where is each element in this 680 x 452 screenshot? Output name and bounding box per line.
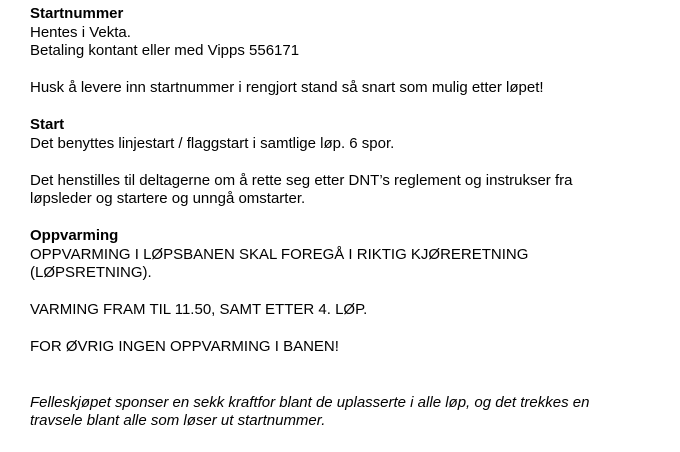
start-rules-line1: Det henstilles til deltagerne om å rette seg etter DNT’s reglement og instrukser fra bbox=[30, 171, 573, 189]
start-rules-line2: løpsleder og startere og unngå omstarter. bbox=[30, 190, 306, 207]
document-body bbox=[30, 5, 660, 431]
spacer bbox=[30, 153, 660, 172]
oppvarming-direction-line2: (LØPSRETNING). bbox=[30, 264, 152, 281]
startnummer-reminder: Husk å levere inn startnummer i rengjort stand så snart som mulig etter løpet! bbox=[30, 79, 544, 96]
section-start bbox=[30, 116, 660, 209]
spacer bbox=[30, 283, 660, 302]
heading-startnummer: Startnummer bbox=[30, 5, 124, 22]
spacer bbox=[30, 320, 660, 339]
spacer bbox=[30, 98, 660, 117]
heading-start: Start bbox=[30, 116, 65, 133]
heading-oppvarming: Oppvarming bbox=[30, 227, 119, 244]
startnummer-line-payment: Betaling kontant eller med Vipps 556171 bbox=[30, 42, 300, 59]
spacer bbox=[30, 357, 660, 394]
spacer bbox=[30, 209, 660, 228]
sponsor-line1: Felleskjøpet sponser en sekk kraftfor blant de uplasserte i alle løp, og det trekkes en bbox=[30, 393, 590, 411]
section-startnummer bbox=[30, 5, 660, 98]
spacer bbox=[30, 61, 660, 80]
startnummer-line-pickup: Hentes i Vekta. bbox=[30, 23, 131, 41]
section-oppvarming bbox=[30, 227, 660, 357]
sponsor-line2: travsele blant alle som løser ut startnummer. bbox=[30, 412, 326, 429]
oppvarming-direction-line1: OPPVARMING I LØPSBANEN SKAL FOREGÅ I RIKTIG KJØRERETNING bbox=[30, 245, 529, 263]
start-line-method: Det benyttes linjestart / flaggstart i samtlige løp. 6 spor. bbox=[30, 134, 395, 152]
section-sponsor bbox=[30, 394, 660, 431]
oppvarming-restriction: FOR ØVRIG INGEN OPPVARMING I BANEN! bbox=[30, 338, 339, 355]
oppvarming-time: VARMING FRAM TIL 11.50, SAMT ETTER 4. LØP. bbox=[30, 301, 368, 318]
